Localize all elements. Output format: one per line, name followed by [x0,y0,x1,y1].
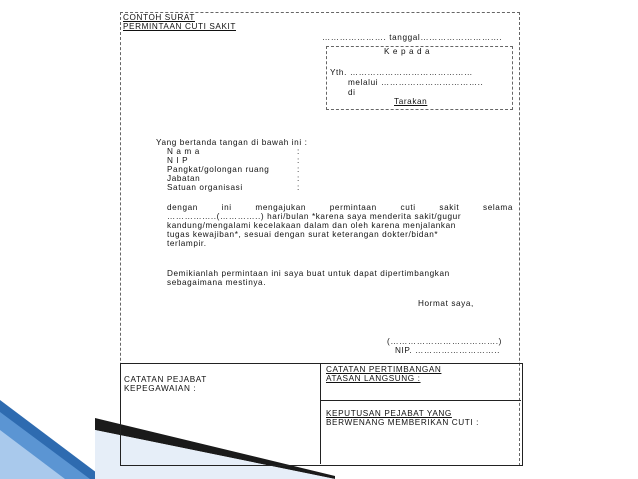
body-line-5: terlampir. [167,239,207,248]
field-colon: : [297,165,300,174]
field-colon: : [297,156,300,165]
field-label-nip: N I P [167,156,189,165]
header-line-2: PERMINTAAN CUTI SAKIT [123,22,236,31]
field-label-pangkat: Pangkat/golongan ruang [167,165,270,174]
body-word: selama [483,203,513,212]
table-right-top-line-2: ATASAN LANGSUNG : [326,374,421,383]
address-melalui: melalui …………………………….. [348,78,484,87]
closing-line-2: sebagaimana mestinya. [167,278,267,287]
field-label-jabatan: Jabatan [167,174,201,183]
intro-text: Yang bertanda tangan di bawah ini : [156,138,308,147]
address-yth: Yth. …………………………………… [330,68,473,77]
body-word: ini [221,203,232,212]
table-right-top-line-1: CATATAN PERTIMBANGAN [326,365,442,374]
field-colon: : [297,147,300,156]
table-left-line-2: KEPEGAWAIAN : [124,384,197,393]
body-line-2: ……………..(…………..) hari/bulan *karena saya menderita sakit/gugur [167,212,462,221]
body-line-4: tugas kewajiban*, sesuai dengan surat keterangan dokter/bidan* [167,230,439,239]
corner-decoration [0,400,105,479]
signature-hormat: Hormat saya, [418,299,474,308]
body-word: sakit [439,203,460,212]
table-divider-horizontal [320,400,521,401]
table-right-bottom-line-2: BERWENANG MEMBERIKAN CUTI : [326,418,479,427]
field-label-nama: N a m a [167,147,200,156]
signature-name-line: (……………………………….) [387,337,502,346]
signature-nip-line: NIP. ……………………….. [395,346,500,355]
field-colon: : [297,174,300,183]
address-di: di [348,88,356,97]
table-left-line-1: CATATAN PEJABAT [124,375,207,384]
field-colon: : [297,183,300,192]
table-divider-vertical [320,363,321,464]
body-word: permintaan [329,203,377,212]
date-line: …………………. tanggal………………………. [322,33,503,42]
body-line-3: kandung/mengalami kecelakaan dalam dan oleh karena menjalankan [167,221,456,230]
body-word: mengajukan [255,203,307,212]
closing-line-1: Demikianlah permintaan ini saya buat untuk dapat dipertimbangkan [167,269,450,278]
field-label-satuan: Satuan organisasi [167,183,243,192]
table-right-bottom-line-1: KEPUTUSAN PEJABAT YANG [326,409,452,418]
address-kepada: K e p a d a [384,47,431,56]
body-word: dengan [167,203,198,212]
header-line-1: CONTOH SURAT [123,13,195,22]
address-city: Tarakan [394,97,428,106]
body-word: cuti [400,203,416,212]
